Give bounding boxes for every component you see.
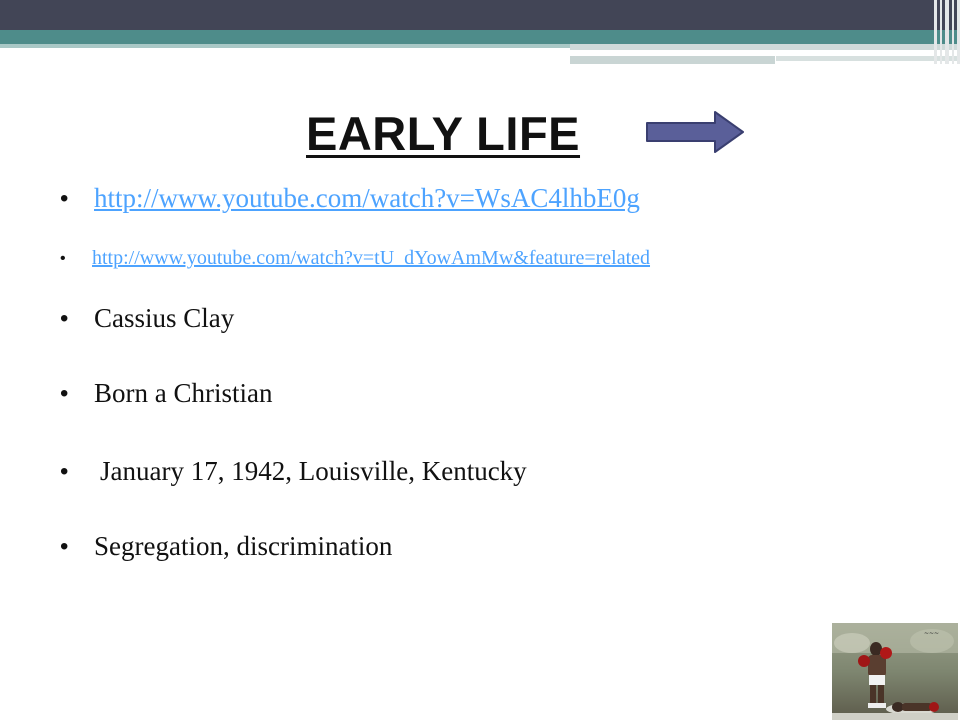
header-bar-step [570,44,960,50]
header-bar-line [570,52,888,54]
bullet-dot: • [60,305,69,332]
bullet-dot: • [60,380,69,407]
header-bar-dark [0,0,960,30]
bullet-dot: • [60,185,69,212]
right-arrow-icon [645,110,745,154]
header-stripes [932,0,960,64]
bullet-dot: • [60,458,69,485]
bullet-text: Cassius Clay [94,303,235,333]
youtube-link[interactable]: http://www.youtube.com/watch?v=tU_dYowAmMw&feature=related [92,247,651,269]
bullet-dot: • [60,533,69,560]
bullet-text: Born a Christian [94,378,273,408]
bullet-text: January 17, 1942, Louisville, Kentucky [100,456,527,486]
header-bar-accent [0,44,570,48]
youtube-link[interactable]: http://www.youtube.com/watch?v=WsAC4lhbE0g [94,183,640,213]
slide-title: EARLY LIFE [306,107,581,160]
svg-text:~~~: ~~~ [924,630,940,637]
header-bar-teal [0,30,960,44]
header-bar-step [570,56,775,64]
boxing-photo [832,623,958,720]
bullet-dot: • [60,250,66,267]
bullet-text: Segregation, discrimination [94,531,393,561]
